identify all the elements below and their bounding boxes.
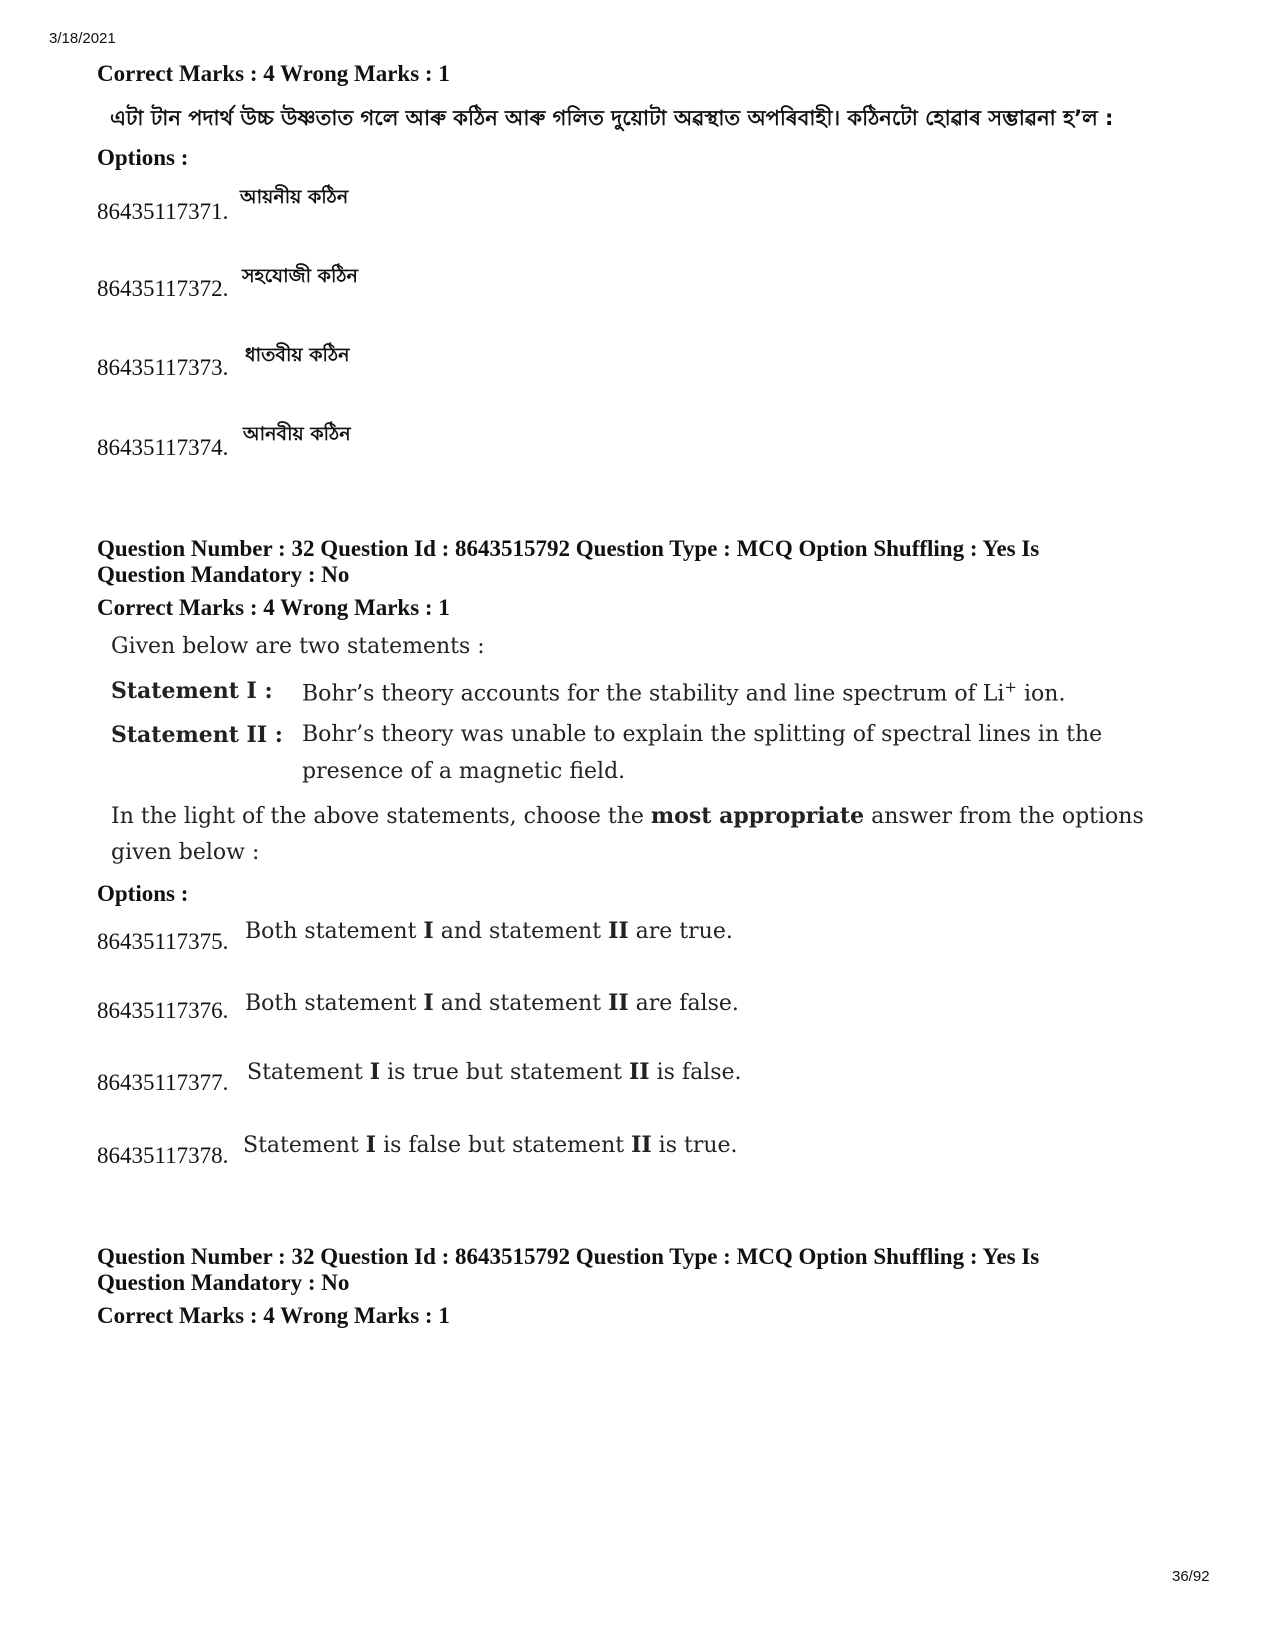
question-instruction: given below :: [111, 840, 260, 865]
page-number: 36/92: [1172, 1568, 1210, 1585]
option-id: 86435117372.: [97, 276, 229, 301]
marks-line: Correct Marks : 4 Wrong Marks : 1: [97, 61, 450, 86]
question-text: এটা টান পদাৰ্থ উচ্চ উষ্ণতাত গলে আৰু কঠিন আৰু গলিত দুয়োটা অৱস্থাত অপৰিবাহী। কঠিনটো হোৱাৰ সম্ভাৱনা হ’ল :: [110, 106, 1114, 130]
option-id: 86435117378.: [97, 1143, 229, 1168]
marks-line: Correct Marks : 4 Wrong Marks : 1: [97, 595, 450, 620]
question-intro: Given below are two statements :: [111, 634, 485, 659]
options-label: Options :: [97, 881, 189, 906]
options-label: Options :: [97, 145, 189, 170]
option-text: Both statement I and statement II are true.: [245, 918, 733, 944]
option-id: 86435117376.: [97, 998, 229, 1023]
print-date: 3/18/2021: [49, 30, 116, 47]
option-id: 86435117371.: [97, 199, 229, 224]
option-id: 86435117375.: [97, 929, 229, 954]
question-instruction: In the light of the above statements, choose the most appropriate answer from the options: [111, 803, 1144, 829]
statement-text: Bohr’s theory accounts for the stability and line spectrum of Li+ ion.: [302, 678, 1066, 707]
question-header: Question Mandatory : No: [97, 1270, 350, 1295]
option-id: 86435117374.: [97, 435, 229, 460]
option-text: Both statement I and statement II are false.: [245, 990, 739, 1016]
option-text: Statement I is false but statement II is true.: [243, 1132, 738, 1158]
option-id: 86435117373.: [97, 355, 229, 380]
option-text: সহযোজী কঠিন: [242, 265, 358, 287]
statement-label: Statement II :: [111, 722, 283, 748]
question-header: Question Mandatory : No: [97, 562, 350, 587]
option-text: আয়নীয় কঠিন: [240, 186, 349, 208]
marks-line: Correct Marks : 4 Wrong Marks : 1: [97, 1303, 450, 1328]
question-header: Question Number : 32 Question Id : 8643515792 Question Type : MCQ Option Shuffling : Yes Is: [97, 536, 1040, 561]
statement-text: Bohr’s theory was unable to explain the splitting of spectral lines in the: [302, 722, 1103, 747]
statement-label: Statement I :: [111, 678, 273, 704]
question-header: Question Number : 32 Question Id : 8643515792 Question Type : MCQ Option Shuffling : Yes Is: [97, 1244, 1040, 1269]
option-id: 86435117377.: [97, 1070, 229, 1095]
option-text: Statement I is true but statement II is false.: [247, 1059, 742, 1085]
option-text: আনবীয় কঠিন: [243, 423, 351, 445]
option-text: ধাতবীয় কঠিন: [245, 344, 350, 366]
statement-text: presence of a magnetic field.: [302, 759, 626, 784]
